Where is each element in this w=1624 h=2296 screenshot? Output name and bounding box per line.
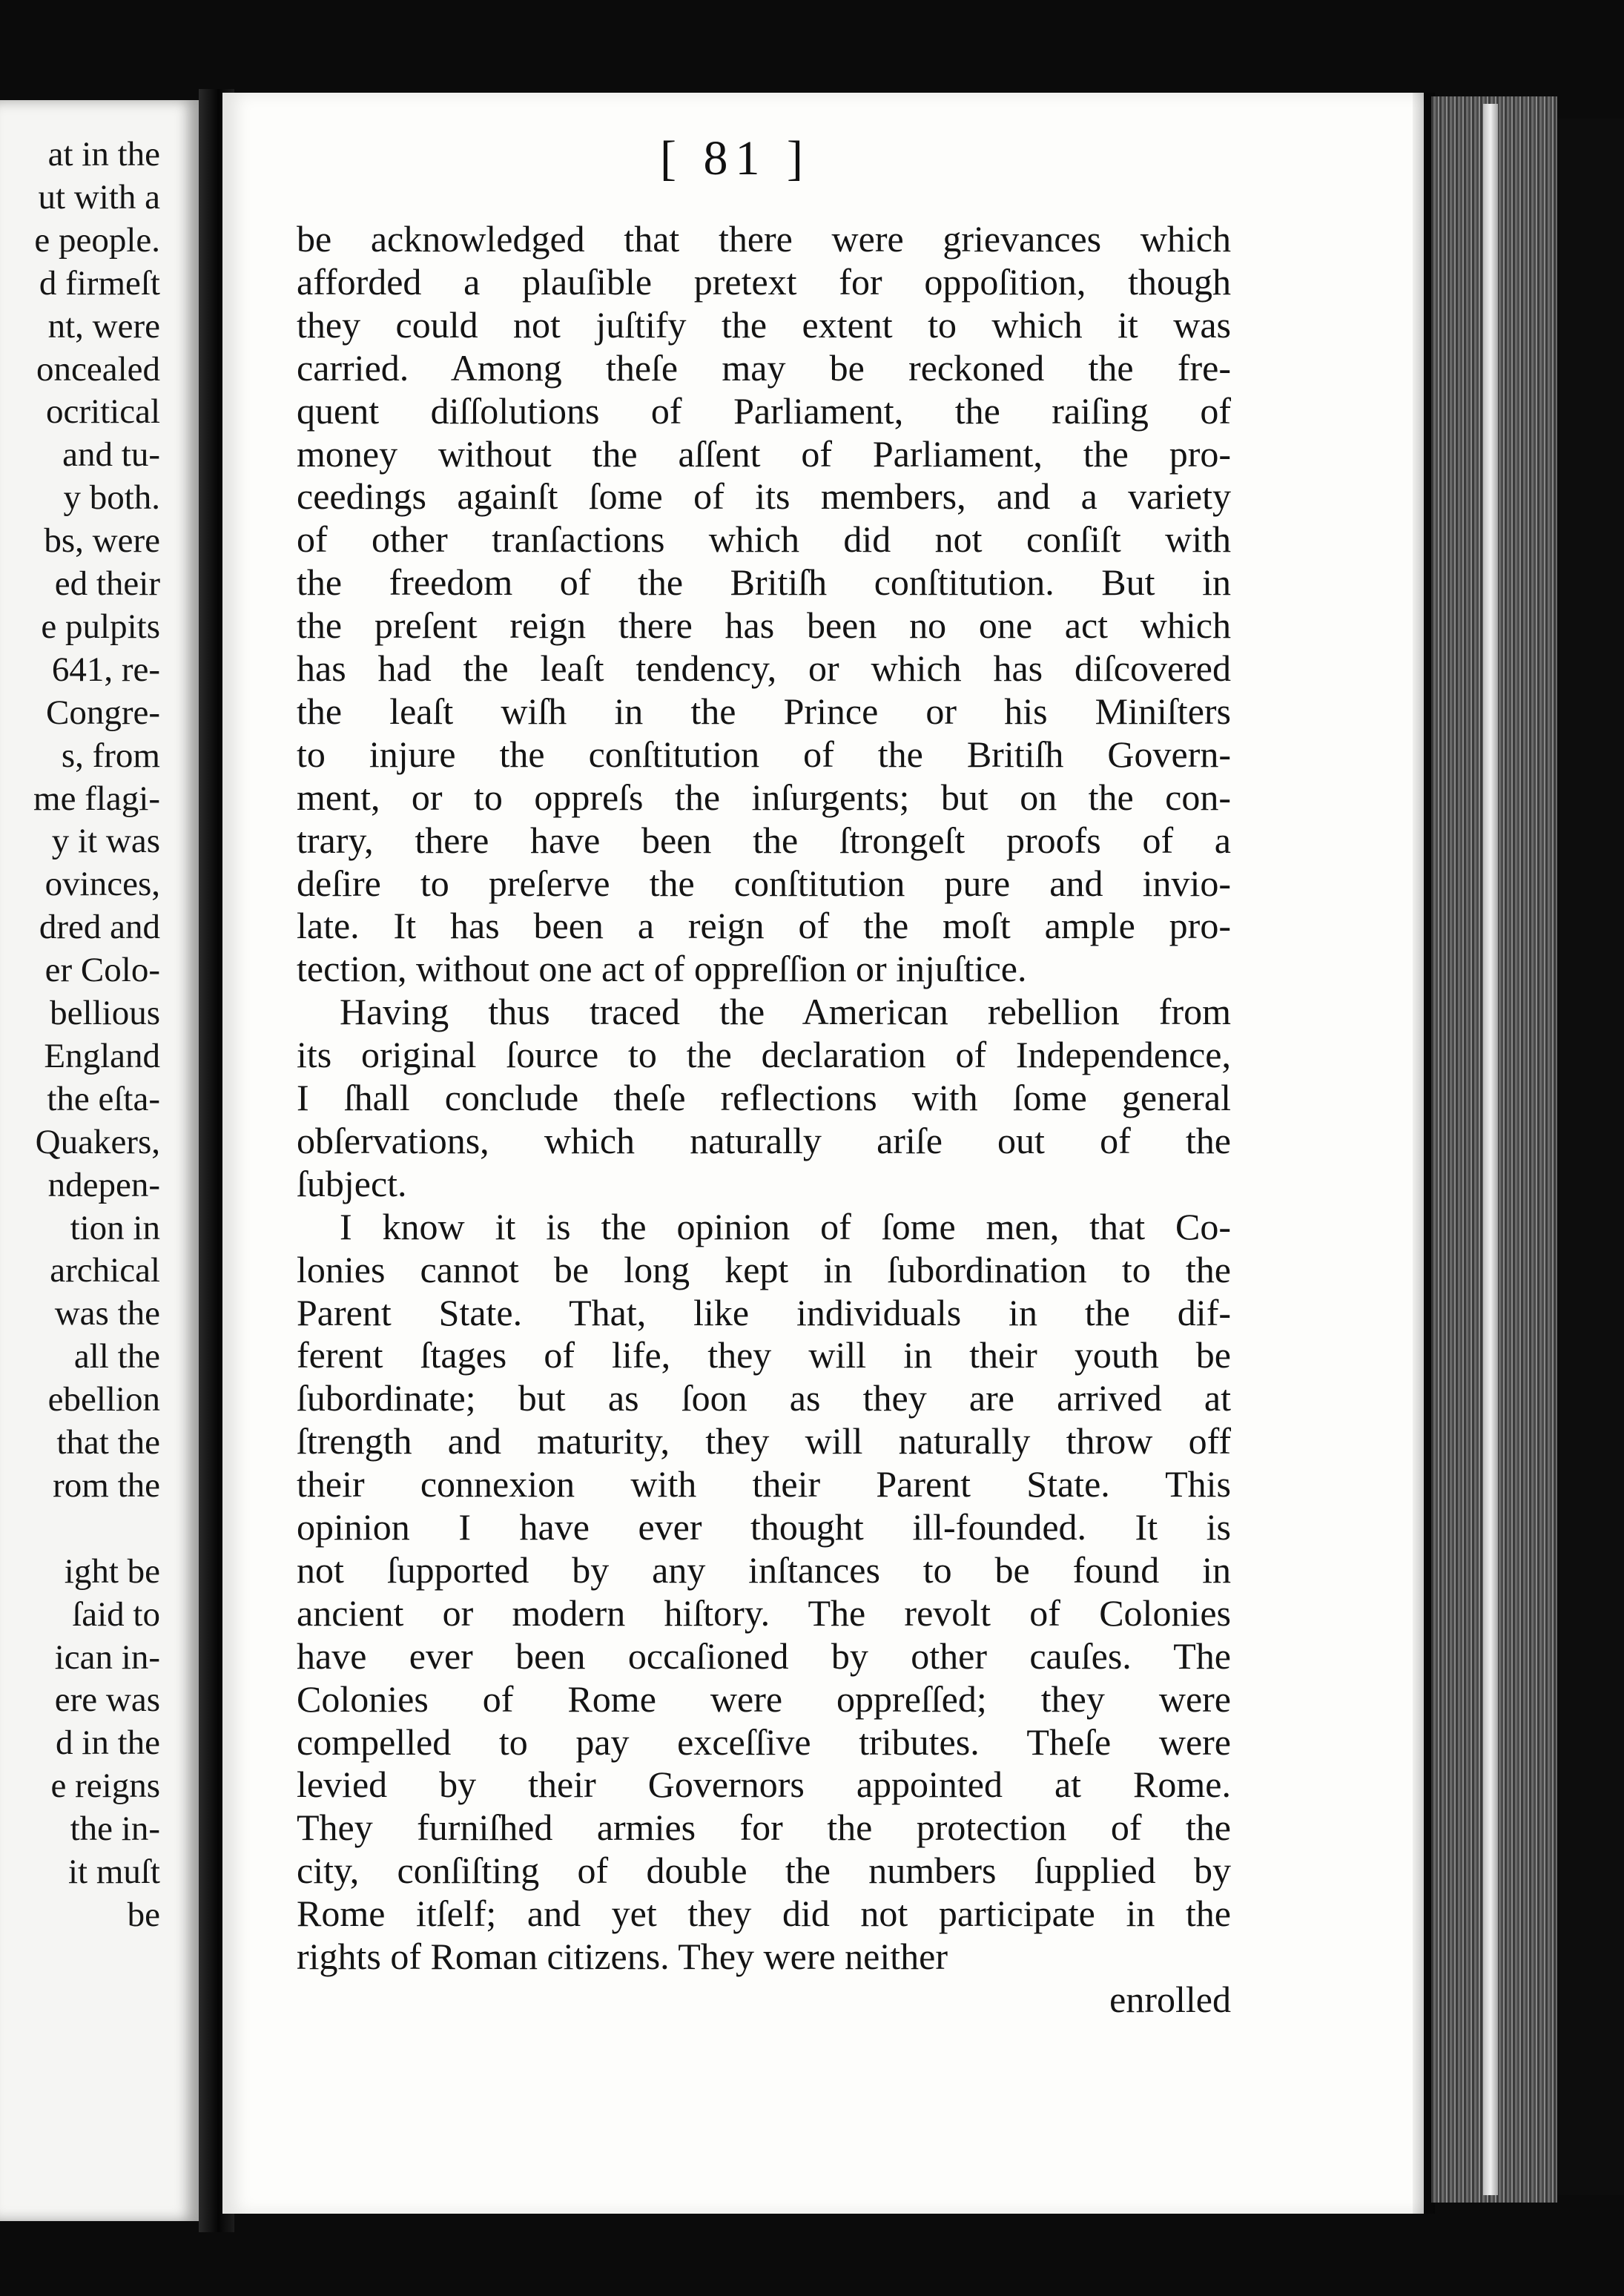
left-page-line: ican in- bbox=[54, 1638, 160, 1677]
text-line: have ever been occaſioned by other cauſes. The bbox=[297, 1635, 1231, 1677]
left-page-line: ocritical bbox=[46, 392, 160, 431]
text-line: to injure the conſtitution of the Britiſh Govern- bbox=[297, 733, 1231, 775]
text-line: trary, there have been the ſtrongeſt proofs of a bbox=[297, 819, 1231, 861]
text-line: not ſupported by any inſtances to be found in bbox=[297, 1549, 1231, 1591]
page-edge-highlight bbox=[1483, 104, 1498, 2195]
text-line: its original ſource to the declaration of Independence, bbox=[297, 1034, 1231, 1075]
text-line: tection, without one act of oppreſſion or injuſtice. bbox=[297, 948, 1027, 989]
left-page-line: at in the bbox=[47, 135, 160, 174]
page-number: [ 81 ] bbox=[660, 131, 811, 185]
text-line: ſtrength and maturity, they will naturally throw off bbox=[297, 1420, 1231, 1462]
left-page-line: ebellion bbox=[47, 1380, 160, 1419]
catchword: enrolled bbox=[1109, 1979, 1231, 2020]
left-page-line: be bbox=[127, 1896, 160, 1934]
text-line: rights of Roman citizens. They were neither bbox=[297, 1936, 948, 1977]
text-line: compelled to pay exceſſive tributes. Theſe were bbox=[297, 1721, 1231, 1763]
text-line: Colonies of Rome were oppreſſed; they were bbox=[297, 1678, 1231, 1720]
text-line: deſire to preſerve the conſtitution pure and invio- bbox=[297, 862, 1231, 904]
left-page-line: archical bbox=[50, 1251, 160, 1290]
left-page-line: Congre- bbox=[45, 693, 160, 732]
text-line: ſubordinate; but as ſoon as they are arrived at bbox=[297, 1377, 1231, 1419]
left-page-line: me flagi- bbox=[33, 779, 160, 818]
left-page-line: ere was bbox=[54, 1680, 160, 1719]
left-page bbox=[0, 100, 199, 2221]
text-line: ancient or modern hiſtory. The revolt of Colonies bbox=[297, 1592, 1231, 1634]
text-line: I know it is the opinion of ſome men, that Co- bbox=[340, 1206, 1231, 1247]
text-line: of other tranſactions which did not conſiſt with bbox=[297, 518, 1231, 560]
left-page-line: ed their bbox=[54, 564, 160, 603]
left-page-line: the in- bbox=[70, 1810, 160, 1848]
text-line: I ſhall conclude theſe reflections with ſome general bbox=[297, 1077, 1231, 1118]
text-line: the preſent reign there has been no one act which bbox=[297, 604, 1231, 646]
left-page-line: e pulpits bbox=[41, 607, 160, 646]
text-line: money without the aſſent of Parliament, the pro- bbox=[297, 433, 1231, 475]
text-line: afforded a plauſible pretext for oppoſition, though bbox=[297, 261, 1231, 303]
left-page-line: rom the bbox=[53, 1466, 160, 1505]
text-line: has had the leaſt tendency, or which has diſcovered bbox=[297, 647, 1231, 689]
left-page-line: d firmeſt bbox=[39, 264, 160, 303]
text-line: ceedings againſt ſome of its members, and a variety bbox=[297, 475, 1231, 517]
left-page-line: that the bbox=[56, 1423, 160, 1462]
left-page-line: England bbox=[44, 1037, 160, 1075]
left-page-line: ovinces, bbox=[44, 865, 160, 903]
text-line: ferent ſtages of life, they will in their youth be bbox=[297, 1334, 1231, 1376]
text-line: opinion I have ever thought ill-founded. It is bbox=[297, 1506, 1231, 1548]
background-edge bbox=[1557, 119, 1624, 2195]
left-page-line: ight be bbox=[64, 1552, 160, 1591]
left-page-line: bellious bbox=[50, 994, 160, 1032]
left-page-line: tion in bbox=[70, 1209, 160, 1247]
left-page-line: ut with a bbox=[38, 178, 160, 217]
text-line: quent diſſolutions of Parliament, the raiſing of bbox=[297, 390, 1231, 432]
text-line: their connexion with their Parent State. This bbox=[297, 1463, 1231, 1505]
text-line: late. It has been a reign of the moſt ample pro- bbox=[297, 905, 1231, 946]
left-page-line: it muſt bbox=[67, 1853, 160, 1891]
text-line: obſervations, which naturally ariſe out of the bbox=[297, 1120, 1231, 1161]
text-line: be acknowledged that there were grievances which bbox=[297, 218, 1231, 260]
text-line: ment, or to oppreſs the inſurgents; but on the con- bbox=[297, 776, 1231, 818]
left-page-line: y it was bbox=[51, 822, 160, 860]
left-page-line: 641, re- bbox=[51, 650, 160, 689]
left-page-line: bs, were bbox=[44, 521, 160, 560]
text-line: Having thus traced the American rebellion from bbox=[340, 991, 1231, 1032]
text-line: the freedom of the Britiſh conſtitution. But in bbox=[297, 561, 1231, 603]
text-line: they could not juſtify the extent to which it was bbox=[297, 304, 1231, 346]
text-line: ſubject. bbox=[297, 1163, 407, 1204]
left-page-line: dred and bbox=[39, 908, 160, 946]
left-page-line: was the bbox=[54, 1294, 160, 1333]
left-page-line: d in the bbox=[56, 1723, 160, 1762]
left-page-line: nt, were bbox=[47, 307, 160, 346]
text-line: carried. Among theſe may be reckoned the fre- bbox=[297, 347, 1231, 389]
left-page-line: ndepen- bbox=[47, 1166, 160, 1204]
left-page-line: e reigns bbox=[50, 1766, 160, 1805]
left-page-line: y both. bbox=[63, 478, 160, 517]
text-line: Rome itſelf; and yet they did not participate in the bbox=[297, 1893, 1231, 1934]
text-line: city, conſiſting of double the numbers ſupplied by bbox=[297, 1850, 1231, 1891]
left-page-line: ſaid to bbox=[72, 1595, 160, 1634]
left-page-line: s, from bbox=[61, 736, 160, 775]
left-page-line: and tu- bbox=[62, 435, 160, 474]
text-line: They furniſhed armies for the protection of the bbox=[297, 1807, 1231, 1848]
left-page-line: Quakers, bbox=[35, 1123, 160, 1161]
text-line: levied by their Governors appointed at Rome. bbox=[297, 1764, 1231, 1805]
left-page-line: the eſta- bbox=[47, 1080, 160, 1118]
left-page-line: all the bbox=[73, 1337, 160, 1376]
text-line: Parent State. That, like individuals in the dif- bbox=[297, 1292, 1231, 1333]
left-page-line: er Colo- bbox=[44, 951, 160, 989]
left-page-line: e people. bbox=[34, 221, 160, 260]
left-page-line: oncealed bbox=[36, 350, 160, 389]
text-line: lonies cannot be long kept in ſubordination to the bbox=[297, 1249, 1231, 1290]
text-line: the leaſt wiſh in the Prince or his Miniſters bbox=[297, 690, 1231, 732]
